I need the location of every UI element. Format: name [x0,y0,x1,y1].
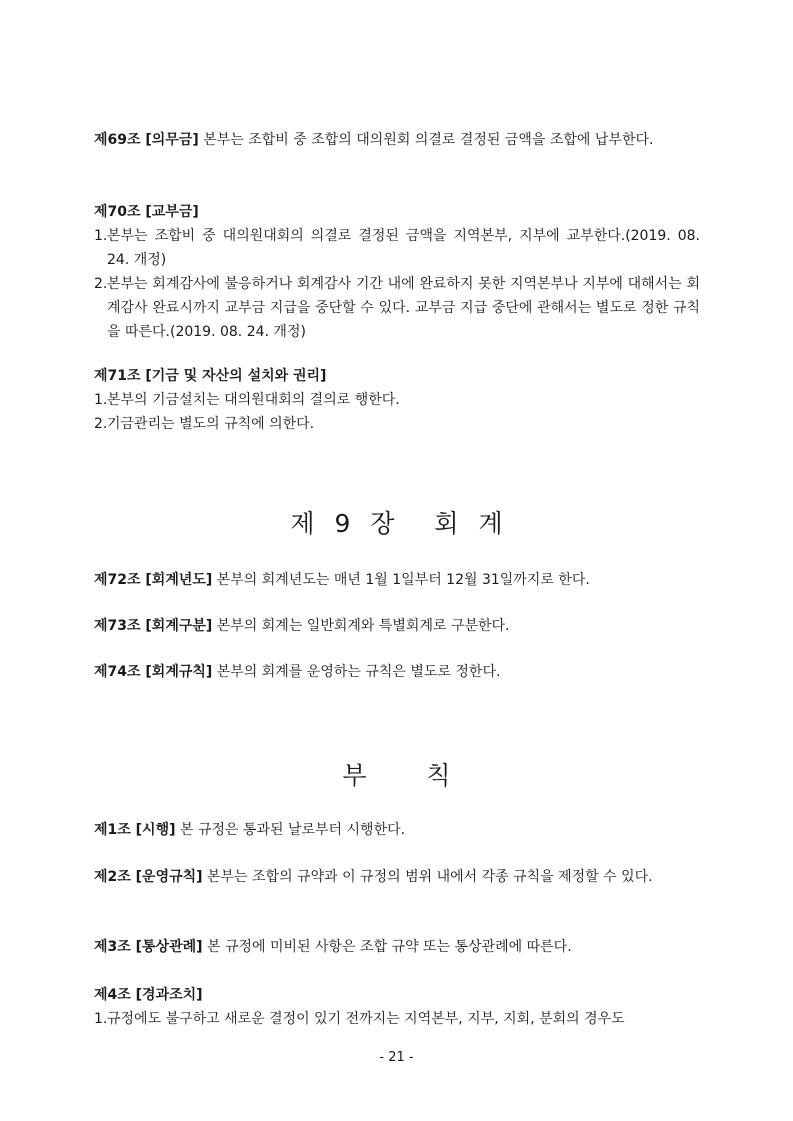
article-heading: 제71조 [기금 및 자산의 설치와 권리] [94,368,327,384]
article-70 [94,200,700,344]
article-heading: 제69조 [의무금] [94,132,199,148]
chapter-title: 제 9 장 회 계 [290,509,503,538]
article-heading: 제73조 [회계구분] [94,618,213,634]
supplement-article-3 [94,935,700,959]
article-body: 본부의 회계년도는 매년 1월 1일부터 12월 31일까지로 한다. [212,572,590,588]
item-text: 규정에도 불구하고 새로운 결정이 있기 전까지는 지역본부, 지부, 지회, 분회의 경우도 [107,1011,625,1027]
article-body: 본부는 조합비 중 조합의 대의원회 의결로 결정된 금액을 조합에 납부한다. [198,132,654,148]
article-body: 본부의 회계는 일반회계와 특별회계로 구분한다. [212,618,510,634]
supplement-article-1 [94,818,700,842]
article-73 [94,614,700,638]
item-text: 본부는 회계감사에 불응하거나 회계감사 기간 내에 완료하지 못한 지역본부나 지부에 대해서는 회계감사 완료시까지 교부금 지급을 중단할 수 있다. 교부금 지급 중단에 관해서는 별도로 정한 규칙을 따른다.(2019. 08. 24. 개정) [107,276,700,340]
article-heading: 제1조 [시행] [94,822,176,838]
article-heading: 제70조 [교부금] [94,204,199,220]
article-72 [94,568,700,592]
list-item [94,224,700,272]
item-number: 2. [94,416,108,432]
chapter-heading [0,504,793,540]
item-number: 1. [94,228,108,244]
supplement-article-2 [94,865,700,889]
article-body: 본 규정은 통과된 날로부터 시행한다. [175,822,406,838]
article-heading: 제74조 [회계규칙] [94,664,213,680]
list-item [94,272,700,344]
article-74 [94,660,700,684]
item-text: 본부의 기금설치는 대의원대회의 결의로 행한다. [107,392,400,408]
list-item [94,412,700,436]
article-71 [94,364,700,436]
item-number: 1. [94,392,108,408]
article-heading: 제2조 [운영규칙] [94,869,203,885]
appendix-title: 부 칙 [342,761,451,790]
article-heading: 제4조 [경과조치] [94,987,203,1003]
article-69 [94,128,700,152]
appendix-heading [0,756,793,792]
page-number: - 21 - [379,1050,414,1065]
article-body: 본부는 조합의 규약과 이 규정의 범위 내에서 각종 규칙을 제정할 수 있다. [202,869,653,885]
item-text: 기금관리는 별도의 규칙에 의한다. [107,416,315,432]
list-item [94,388,700,412]
article-body: 본 규정에 미비된 사항은 조합 규약 또는 통상관례에 따른다. [202,939,572,955]
supplement-article-4 [94,983,700,1031]
article-heading: 제72조 [회계년도] [94,572,213,588]
item-number: 1. [94,1011,108,1027]
article-heading: 제3조 [통상관례] [94,939,203,955]
article-body: 본부의 회계를 운영하는 규칙은 별도로 정한다. [212,664,501,680]
item-number: 2. [94,276,108,292]
item-text: 본부는 조합비 중 대의원대회의 의결로 결정된 금액을 지역본부, 지부에 교부한다.(2019. 08. 24. 개정) [107,228,700,268]
list-item [94,1007,700,1031]
